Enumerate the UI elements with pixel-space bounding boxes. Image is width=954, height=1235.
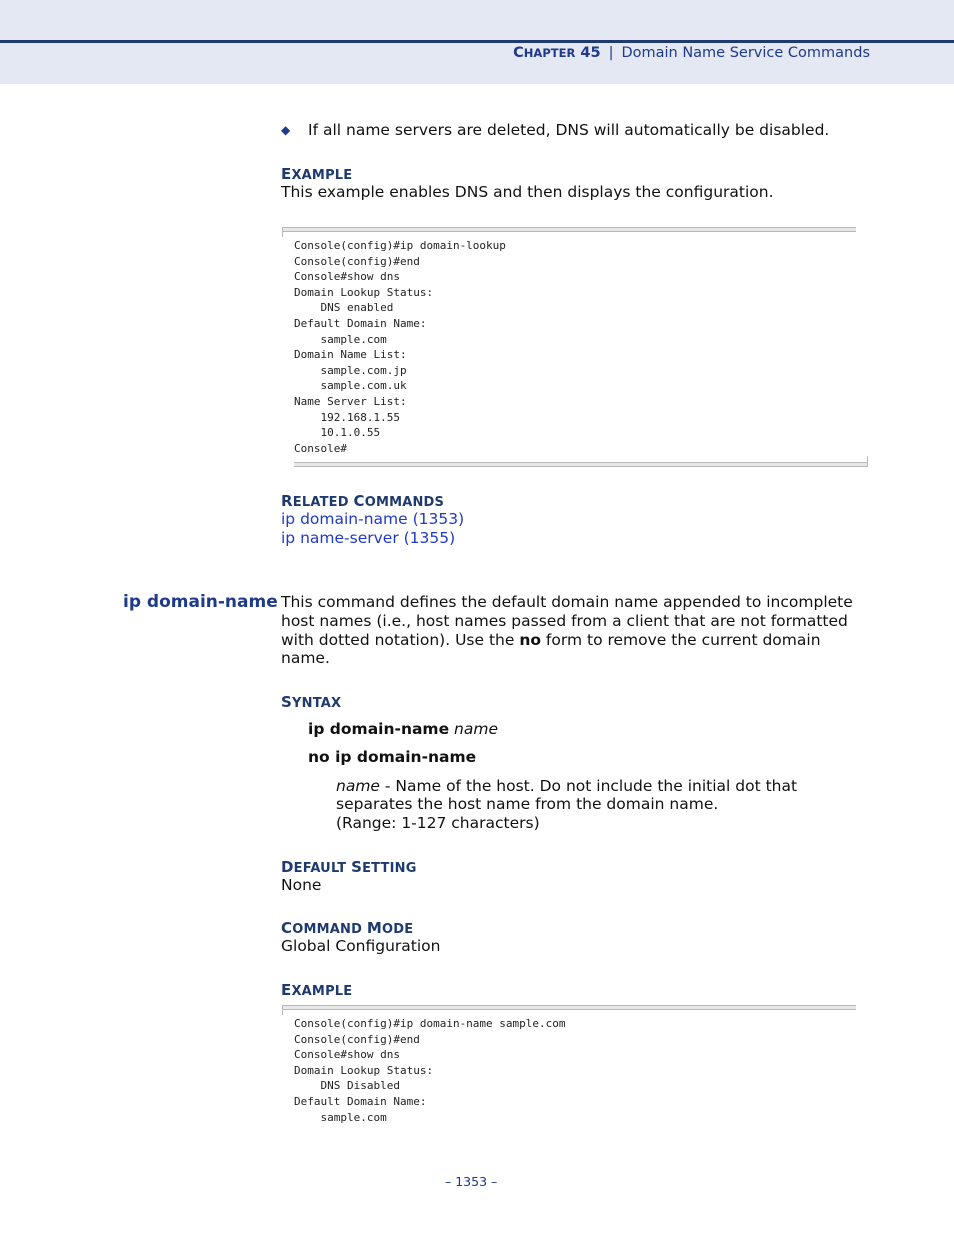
syntax-heading (281, 693, 341, 711)
param-name: name (336, 777, 380, 795)
param-text: - Name of the host. Do not include the initial dot that (379, 777, 798, 795)
heading-rest: ODE (381, 922, 414, 937)
code-block-1 (282, 227, 868, 467)
code-frame-tick (282, 1005, 283, 1015)
example-heading (281, 165, 352, 183)
header-rule (0, 40, 954, 43)
heading-rest: XAMPLE (291, 168, 353, 183)
bullet-diamond-icon: ◆ (281, 123, 291, 137)
code-frame-tick (282, 227, 283, 237)
heading-initial: E (281, 981, 292, 999)
syntax-line-2 (308, 748, 476, 767)
heading-rest: ETTING (362, 861, 417, 876)
example-2-heading (281, 981, 352, 999)
heading-initial: R (281, 492, 293, 510)
heading-initial: M (366, 919, 382, 937)
desc-text: form to remove the current domain (541, 631, 821, 649)
page-number: – 1353 – (445, 1174, 498, 1189)
command-description-line-1: This command defines the default domain name appended to incomplete (281, 593, 853, 611)
heading-rest: OMMAND (292, 922, 363, 937)
chapter-label (513, 45, 600, 61)
syntax-keyword: ip domain-name (308, 720, 450, 738)
chapter-word: HAPTER (523, 46, 576, 60)
chapter-title: Domain Name Service Commands (621, 45, 870, 61)
header-separator: | (608, 45, 614, 61)
bullet-text: If all name servers are deleted, DNS will automatically be disabled. (308, 121, 830, 139)
code-text-1: Console(config)#ip domain-lookup Console(config)#end Console#show dns Domain Lookup Status: DNS enabled Default Domain Name: sample.com Domain Name List: sample.com.jp sample.com.uk Name Server List: 192.168.1.55 10.1.0.55 Console# (294, 239, 506, 455)
chapter-initial: C (513, 45, 524, 61)
code-frame-tick (867, 456, 868, 466)
syntax-param: name (454, 720, 499, 738)
running-header (513, 45, 870, 61)
default-setting-heading (281, 858, 417, 876)
command-title: ip domain-name (123, 592, 278, 612)
code-block-2 (282, 1005, 868, 1131)
code-text-2: Console(config)#ip domain-name sample.com Console(config)#end Console#show dns Domain Lookup Status: DNS Disabled Default Domain Name: sample.com (294, 1017, 566, 1124)
desc-keyword: no (519, 631, 541, 649)
related-commands-heading (281, 492, 444, 510)
heading-initial: D (281, 858, 294, 876)
heading-initial: S (281, 693, 293, 711)
heading-rest: EFAULT (293, 861, 347, 876)
param-desc-line-1 (336, 777, 797, 796)
syntax-line-1 (308, 720, 498, 739)
chapter-number: 45 (580, 45, 601, 61)
heading-rest: XAMPLE (291, 984, 353, 999)
related-link-ip-domain-name[interactable]: ip domain-name (1353) (281, 510, 465, 528)
command-mode-heading (281, 919, 413, 937)
desc-text: with dotted notation). Use the (281, 631, 520, 649)
heading-initial: C (353, 492, 365, 510)
default-setting-value: None (281, 876, 322, 894)
command-description-line-2: host names (i.e., host names passed from a client that are not formatted (281, 612, 848, 630)
syntax-keyword: no ip domain-name (308, 748, 477, 766)
heading-initial: S (351, 858, 363, 876)
code-frame-bottom (294, 462, 868, 467)
heading-initial: E (281, 165, 292, 183)
heading-rest: OMMANDS (364, 495, 445, 510)
heading-rest: ELATED (292, 495, 349, 510)
heading-initial: C (281, 919, 293, 937)
param-desc-line-3: (Range: 1-127 characters) (336, 814, 540, 832)
example-description: This example enables DNS and then displays the configuration. (281, 183, 774, 201)
heading-rest: YNTAX (292, 696, 342, 711)
related-link-ip-name-server[interactable]: ip name-server (1355) (281, 529, 456, 547)
command-mode-value: Global Configuration (281, 937, 441, 955)
command-description-line-3 (281, 631, 821, 650)
command-description-line-4: name. (281, 649, 330, 667)
param-desc-line-2: separates the host name from the domain name. (336, 795, 719, 813)
